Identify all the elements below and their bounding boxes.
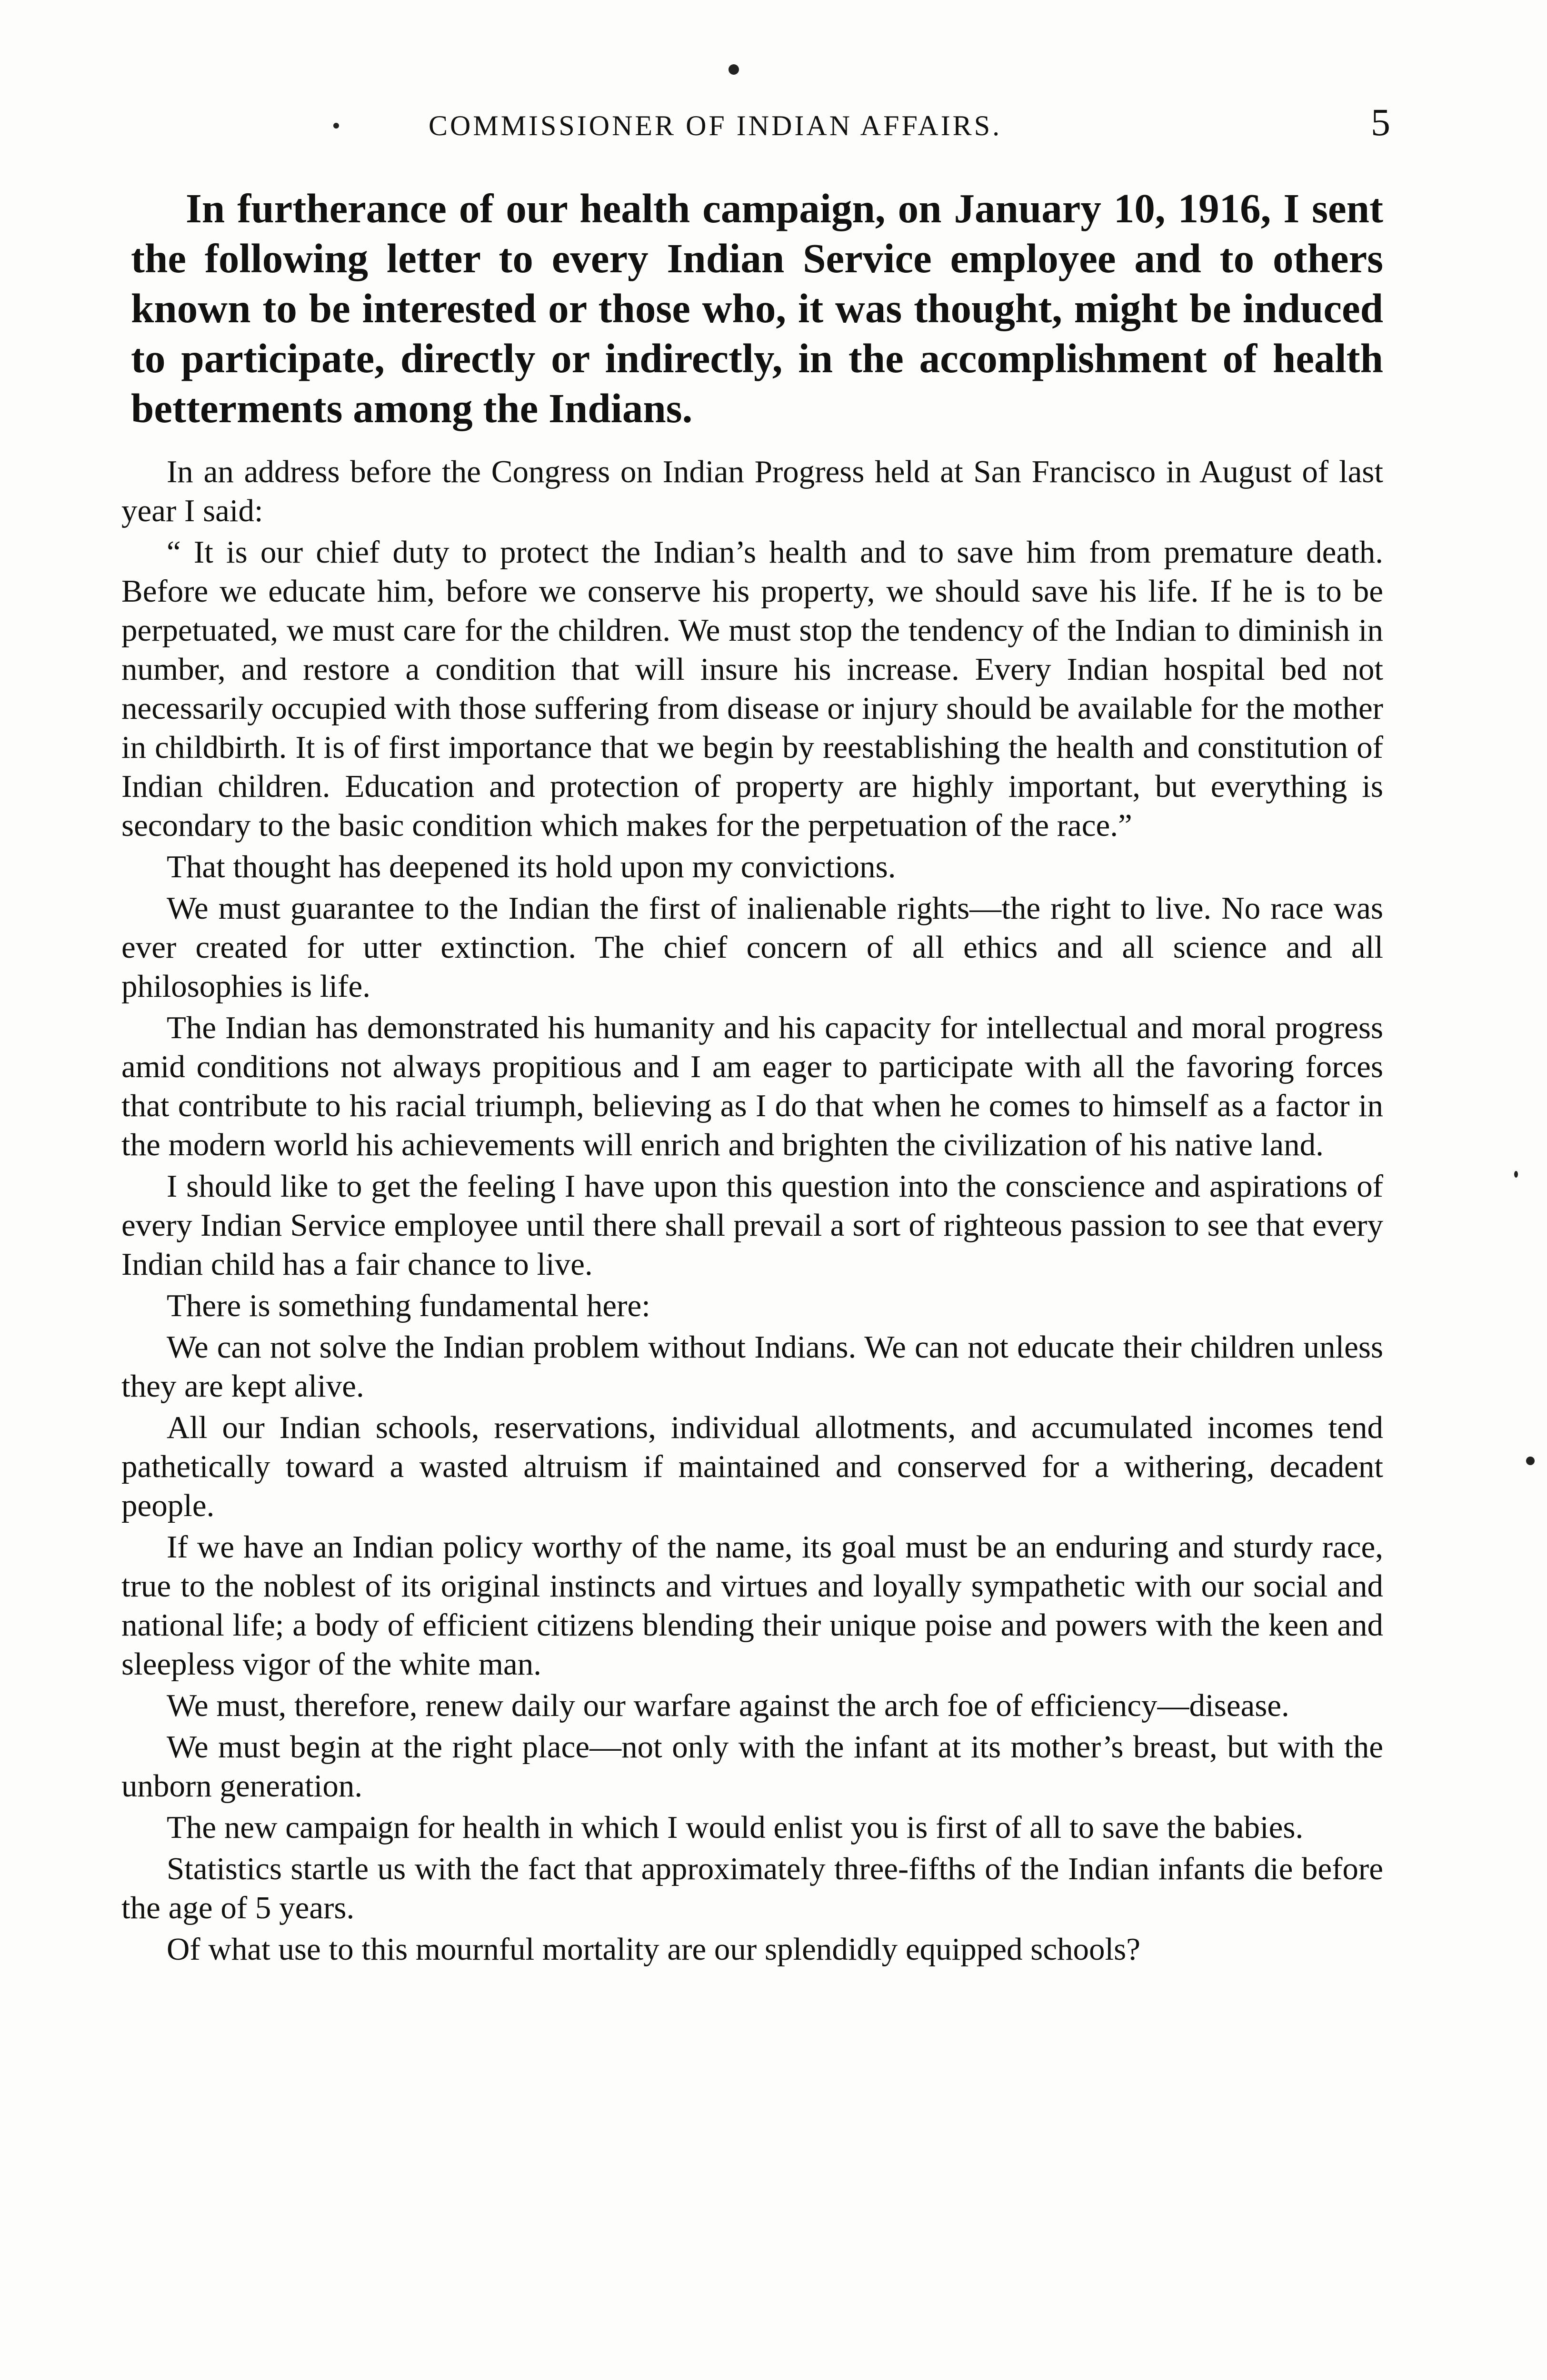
- scan-speck: [729, 64, 739, 75]
- letter-quotation: “ It is our chief duty to protect the Indian’s health and to save him from premature death. Before we educate him, before we conserve his property, we should save his life. If he is to be perpetuated, we must care for the children. We must stop the tendency of the Indian to diminish in number, and restore a condition that will insure his increase. Every Indian hospital bed not necessarily occupied with those suffering from disease or injury should be available for the mother in childbirth. It is of first importance that we begin by reestablishing the health and constitution of Indian children. Education and protection of property are highly important, but everything is secondary to the basic condition which makes for the perpetuation of the race.”: [121, 535, 1383, 843]
- letter-paragraph: If we have an Indian policy worthy of the name, its goal must be an enduring and sturdy race, true to the noblest of its original instincts and virtues and loyally sympathetic with our social and national life; a body of efficient citizens blending their unique poise and powers with the keen and sleepless vigor of the white man.: [121, 1529, 1383, 1682]
- letter-paragraph: There is something fundamental here:: [167, 1288, 650, 1323]
- running-head: [124, 95, 1419, 152]
- scan-speck: [1526, 1457, 1535, 1465]
- page-number: 5: [1371, 100, 1390, 144]
- scan-speck: [1514, 1171, 1518, 1178]
- letter-paragraph: We must guarantee to the Indian the first of inalienable rights—the right to live. No race was ever created for utter extinction. The chief concern of all ethics and all science and all philosophies is life.: [121, 891, 1383, 1004]
- letter-paragraph: The new campaign for health in which I would enlist you is first of all to save the babies.: [167, 1810, 1304, 1845]
- letter-paragraph: We must, therefore, renew daily our warfare against the arch foe of efficiency—disease.: [167, 1688, 1289, 1723]
- letter-paragraph: That thought has deepened its hold upon my convictions.: [167, 849, 896, 884]
- letter-paragraph: We can not solve the Indian problem without Indians. We can not educate their children unless they are kept alive.: [121, 1329, 1383, 1404]
- letter-paragraph: We must begin at the right place—not only with the infant at its mother’s breast, but with the unborn generation.: [121, 1729, 1383, 1804]
- letter-paragraph: Statistics startle us with the fact that approximately three-fifths of the Indian infants die before the age of 5 years.: [121, 1851, 1383, 1925]
- letter-paragraph: All our Indian schools, reservations, individual allotments, and accumulated incomes tend pathetically toward a wasted altruism if maintained and conserved for a withering, decadent people.: [121, 1410, 1383, 1523]
- letter-paragraph: The Indian has demonstrated his humanity and his capacity for intellectual and moral progress amid conditions not always propitious and I am eager to participate with all the favoring forces that contribute to his racial triumph, believing as I do that when he comes to himself as a factor in the modern world his achievements will enrich and brighten the civilization of his native land.: [121, 1010, 1383, 1162]
- running-title: COMMISSIONER OF INDIAN AFFAIRS.: [429, 110, 1002, 141]
- letter-body: [121, 452, 1383, 1971]
- letter-paragraph: In an address before the Congress on Indian Progress held at San Francisco in August of last year I said:: [121, 454, 1383, 528]
- letter-paragraph: Of what use to this mournful mortality are our splendidly equipped schools?: [167, 1932, 1140, 1967]
- letter-paragraph: I should like to get the feeling I have upon this question into the conscience and aspirations of every Indian Service employee until there shall prevail a sort of righteous passion to see that every Indian child has a fair chance to live.: [121, 1169, 1383, 1282]
- intro-paragraph: In furtherance of our health campaign, on January 10, 1916, I sent the following letter to every Indian Service employee and to others known to be interested or those who, it was thought, might be induced to participate, directly or indirectly, in the accomplishment of health betterments among the Indians.: [131, 185, 1383, 431]
